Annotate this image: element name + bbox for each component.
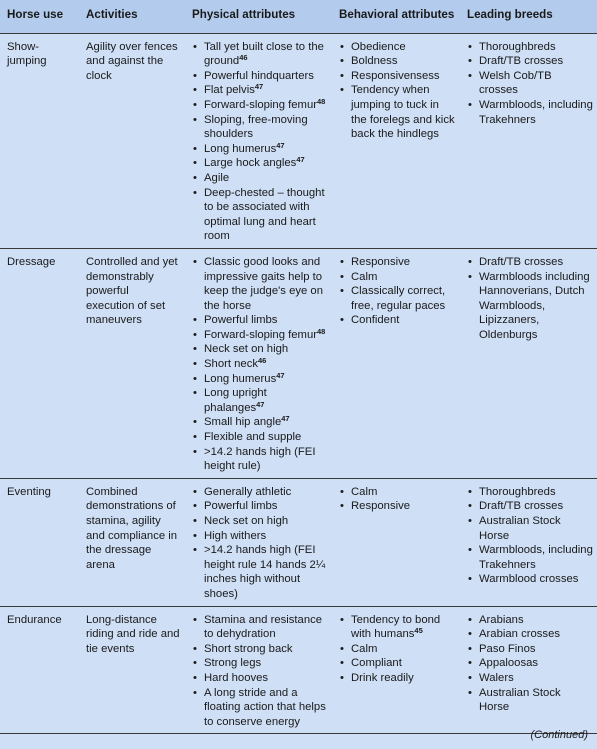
list-item [192, 113, 327, 142]
list-item [467, 499, 593, 514]
list-item [192, 342, 327, 357]
list-item-text: Responsive [351, 255, 411, 268]
list-item-text: Warmblood crosses [479, 573, 579, 586]
list-item-text: Stamina and resistance to dehydration [204, 613, 323, 641]
bullet-list [339, 40, 455, 142]
behavioral-attributes-cell [331, 606, 459, 734]
list-item [339, 54, 455, 69]
list-item [467, 40, 593, 55]
list-item [467, 627, 593, 642]
table-row [0, 478, 597, 606]
list-item-text: Obedience [351, 40, 406, 53]
list-item-text: Tendency when jumping to tuck in the forelegs and kick back the hindlegs [351, 84, 455, 141]
list-item-text: Calm [351, 270, 378, 283]
list-item [339, 485, 455, 500]
bullet-list [192, 255, 327, 474]
behavioral-attributes-cell [331, 478, 459, 606]
bullet-list [339, 613, 455, 686]
list-item-text: Neck set on high [204, 515, 289, 527]
header-behavioral-attributes: Behavioral attributes [331, 0, 459, 33]
list-item [192, 156, 327, 171]
list-item [192, 430, 327, 445]
list-item [467, 98, 593, 127]
list-item-text: Warmbloods, including Trakehners [479, 544, 593, 571]
list-item-text: Australian Stock Horse [479, 686, 561, 714]
list-item [339, 671, 455, 686]
list-item [339, 499, 455, 514]
list-item-text: Short strong back [204, 642, 293, 655]
list-item-text: Draft/TB crosses [479, 500, 564, 513]
list-item [192, 671, 327, 686]
list-item [339, 642, 455, 657]
list-item [339, 284, 455, 313]
physical-attributes-cell [184, 33, 331, 248]
list-item [467, 656, 593, 671]
list-item-text: Tall yet built close to the ground [204, 40, 324, 68]
list-item [192, 656, 327, 671]
list-item-text: Australian Stock Horse [479, 515, 561, 542]
reference-superscript: 46 [239, 53, 248, 63]
list-item [339, 40, 455, 55]
list-item-text: Powerful hindquarters [204, 69, 314, 82]
list-item [192, 529, 327, 544]
list-item-text: >14.2 hands high (FEI height rule) [204, 445, 316, 473]
list-item-text: Arabians [479, 613, 524, 626]
horse-use-cell: Show-jumping [0, 33, 78, 248]
list-item-text: Hard hooves [204, 671, 269, 684]
behavioral-attributes-cell [331, 33, 459, 248]
reference-superscript: 45 [414, 626, 423, 636]
list-item [467, 642, 593, 657]
list-item [192, 543, 327, 601]
list-item [192, 499, 327, 514]
list-item-text: Draft/TB crosses [479, 55, 564, 68]
reference-superscript: 47 [296, 155, 305, 165]
list-item-text: Long upright phalanges [204, 387, 267, 414]
activities-cell: Agility over fences and against the clock [78, 33, 184, 248]
list-item [192, 328, 327, 343]
list-item [467, 270, 593, 343]
list-item [467, 671, 593, 686]
list-item [192, 40, 327, 69]
list-item [467, 543, 593, 572]
list-item-text: Neck set on high [204, 343, 289, 356]
list-item-text: Classic good looks and impressive gaits help to keep the judge's eye on the horse [204, 255, 323, 312]
list-item [192, 171, 327, 186]
list-item [192, 186, 327, 244]
list-item-text: Drink readily [351, 671, 414, 684]
reference-superscript: 47 [256, 399, 265, 409]
reference-superscript: 48 [317, 326, 326, 336]
list-item-text: Forward-sloping femur [204, 98, 318, 111]
list-item [467, 255, 593, 270]
table-body [0, 33, 597, 734]
list-item [467, 572, 593, 587]
horse-use-cell: Eventing [0, 478, 78, 606]
list-item [192, 142, 327, 157]
bullet-list [192, 613, 327, 730]
list-item-text: Deep-chested – thought to be associated with optimal lung and heart room [204, 186, 325, 243]
list-item [339, 613, 455, 642]
list-item-text: Generally athletic [204, 485, 292, 498]
list-item [192, 357, 327, 372]
list-item-text: Flat pelvis [204, 84, 255, 97]
reference-superscript: 47 [254, 82, 264, 92]
table-row [0, 606, 597, 734]
activities-cell: Controlled and yet demonstrably powerful execution of set maneuvers [78, 248, 184, 478]
list-item [192, 98, 327, 113]
list-item-text: Welsh Cob/TB crosses [479, 69, 552, 97]
bullet-list [192, 40, 327, 244]
list-item [467, 514, 593, 543]
bullet-list [467, 40, 593, 128]
list-item-text: Calm [351, 642, 378, 655]
list-item-text: >14.2 hands high (FEI height rule 14 hands 2¼ inches high without shoes) [204, 544, 326, 600]
bullet-list [339, 485, 455, 514]
list-item-text: Confident [351, 314, 400, 327]
list-item-text: Appaloosas [479, 657, 539, 670]
horse-use-cell: Endurance [0, 606, 78, 734]
reference-superscript: 47 [276, 140, 285, 150]
header-activities: Activities [78, 0, 184, 33]
list-item [192, 372, 327, 387]
leading-breeds-cell [459, 248, 597, 478]
list-item-text: Long humerus [204, 142, 277, 155]
list-item [192, 485, 327, 500]
list-item-text: Thoroughbreds [479, 40, 556, 53]
physical-attributes-cell [184, 478, 331, 606]
list-item [192, 613, 327, 642]
table-row [0, 33, 597, 248]
list-item [467, 686, 593, 715]
list-item-text: Responsivensess [351, 69, 440, 82]
bullet-list [192, 485, 327, 602]
reference-superscript: 47 [276, 370, 285, 380]
list-item-text: Tendency to bond with humans [351, 613, 441, 641]
bullet-list [339, 255, 455, 328]
bullet-list [467, 485, 593, 587]
physical-attributes-cell [184, 248, 331, 478]
bullet-list [467, 255, 593, 343]
horse-use-cell: Dressage [0, 248, 78, 478]
list-item-text: Agile [204, 171, 230, 184]
list-item-text: Paso Finos [479, 642, 536, 655]
list-item-text: Strong legs [204, 657, 262, 670]
list-item [467, 485, 593, 500]
header-leading-breeds: Leading breeds [459, 0, 597, 33]
list-item-text: Responsive [351, 500, 411, 513]
list-item-text: Boldness [351, 55, 398, 68]
list-item-text: Short neck [204, 358, 259, 371]
list-item [339, 270, 455, 285]
list-item-text: Warmbloods including Hannoverians, Dutch Warmbloods, Lipizzaners, Oldenburgs [479, 270, 590, 341]
physical-attributes-cell [184, 606, 331, 734]
reference-superscript: 48 [317, 96, 326, 106]
list-item-text: Powerful limbs [204, 500, 278, 513]
list-item [192, 255, 327, 313]
list-item [339, 255, 455, 270]
list-item-text: Sloping, free-moving shoulders [204, 113, 308, 141]
list-item-text: Long humerus [204, 372, 277, 385]
list-item [192, 415, 327, 430]
list-item-text: Walers [479, 671, 514, 684]
list-item [339, 313, 455, 328]
reference-superscript: 46 [258, 356, 267, 366]
activities-cell: Long-distance riding and ride and tie events [78, 606, 184, 734]
list-item [467, 54, 593, 69]
leading-breeds-cell [459, 33, 597, 248]
list-item [192, 642, 327, 657]
list-item-text: Draft/TB crosses [479, 255, 564, 268]
list-item [339, 83, 455, 141]
list-item [192, 386, 327, 415]
list-item-text: High withers [204, 529, 267, 542]
header-physical-attributes: Physical attributes [184, 0, 331, 33]
list-item [192, 445, 327, 474]
list-item [192, 69, 327, 84]
list-item [467, 613, 593, 628]
reference-superscript: 47 [281, 414, 290, 424]
list-item-text: Classically correct, free, regular paces [351, 285, 446, 312]
list-item [192, 686, 327, 730]
list-item-text: Forward-sloping femur [204, 328, 318, 341]
list-item [192, 514, 327, 529]
header-horse-use: Horse use [0, 0, 78, 33]
list-item [192, 83, 327, 98]
table-header [0, 0, 597, 33]
list-item-text: Compliant [351, 657, 402, 670]
activities-cell: Combined demonstrations of stamina, agility and compliance in the dressage arena [78, 478, 184, 606]
list-item-text: Small hip angle [204, 416, 282, 429]
list-item-text: Large hock angles [204, 157, 297, 170]
list-item-text: Powerful limbs [204, 314, 278, 327]
leading-breeds-cell [459, 478, 597, 606]
list-item [192, 313, 327, 328]
behavioral-attributes-cell [331, 248, 459, 478]
list-item [339, 69, 455, 84]
list-item-text: Warmbloods, including Trakehners [479, 98, 593, 126]
header-row [0, 0, 597, 33]
bullet-list [467, 613, 593, 715]
list-item [467, 69, 593, 98]
list-item [339, 656, 455, 671]
list-item-text: Calm [351, 485, 378, 498]
list-item-text: Thoroughbreds [479, 485, 556, 498]
leading-breeds-cell [459, 606, 597, 734]
list-item-text: Flexible and supple [204, 431, 302, 444]
list-item-text: Arabian crosses [479, 628, 560, 641]
table-row [0, 248, 597, 478]
continued-note: (Continued) [530, 729, 588, 741]
list-item-text: A long stride and a floating action that helps to conserve energy [204, 686, 326, 728]
